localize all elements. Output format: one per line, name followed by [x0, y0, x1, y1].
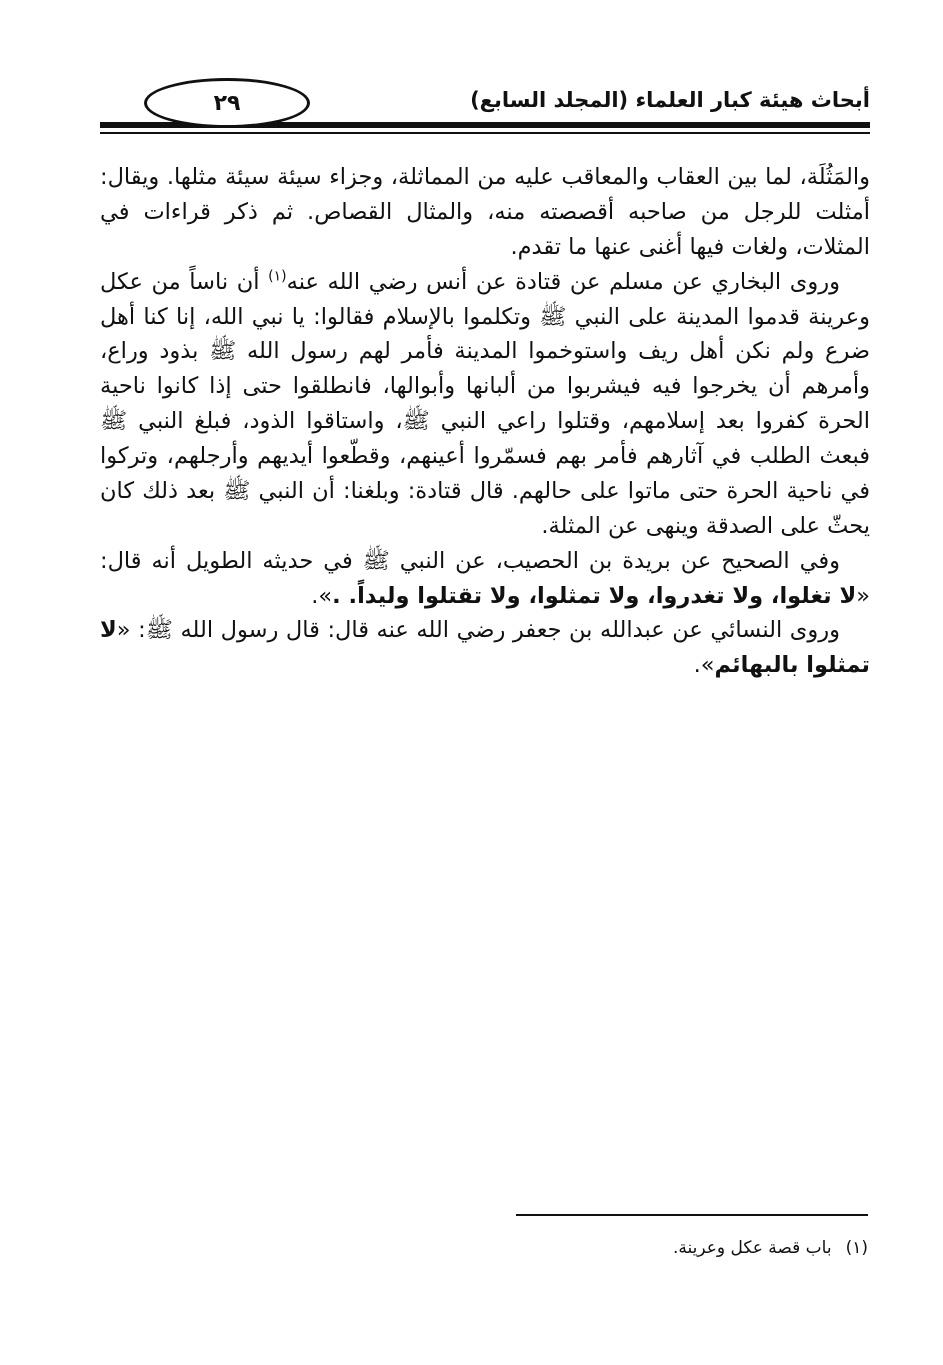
paragraph-text: أن ناساً من عكل وعرينة قدموا المدينة على النبي ﷺ وتكلموا بالإسلام فقالوا: يا نبي الله، إنا كنا أهل ضرع ولم نكن أهل ريف واستوخموا المدينة فأمر لهم رسول الله ﷺ بذود وراع، وأمرهم أن يخرجوا فيه فيشربوا من ألبانها وأبوالها، فانطلقوا حتى إذا كانوا ناحية الحرة كفروا بعد إسلامهم، وقتلوا راعي النبي ﷺ، واستاقوا الذود، فبلغ النبي ﷺ فبعث الطلب في آثارهم فأمر بهم فسمّروا أعينهم، وقطّعوا أيديهم وأرجلهم، وتركوا في ناحية الحرة حتى ماتوا على حالهم. قال قتادة: وبلغنا: أن النبي ﷺ بعد ذلك كان يحثّ على الصدقة وينهى عن المثلة. [100, 268, 870, 539]
paragraph-2 [100, 265, 870, 544]
paragraph-text: وروى النسائي عن عبدالله بن جعفر رضي الله عنه قال: قال رسول الله ﷺ: « [116, 617, 840, 644]
book-title: أبحاث هيئة كبار العلماء (المجلد السابع) [470, 88, 870, 112]
footnote-separator [516, 1214, 868, 1216]
paragraph-text: ». [311, 582, 333, 609]
hadith-quote: لا تغلوا، ولا تغدروا، ولا تمثلوا، ولا تقتلوا وليداً. . [332, 582, 857, 609]
paragraph-text: وفي الصحيح عن بريدة بن الحصيب، عن النبي ﷺ في حديثه الطويل أنه قال: « [100, 547, 870, 609]
paragraph-text: والمَثُلَة، لما بين العقاب والمعاقب عليه من المماثلة، وجزاء سيئة سيئة مثلها. ويقال: أمثلت للرجل من صاحبه أقصصته منه، والمثال القصاص. ثم ذكر قراءات في المثلات، ولغات فيها أغنى عنها ما تقدم. [100, 164, 870, 260]
main-text [100, 160, 870, 683]
paragraph-4 [100, 613, 870, 683]
hadith-quote: لا تمثلوا بالبهائم [100, 617, 870, 679]
page-header [100, 78, 870, 138]
page-number: ٢٩ [213, 90, 241, 116]
paragraph-text: وروى البخاري عن مسلم عن قتادة عن أنس رضي الله عنه [286, 268, 841, 295]
header-rule-thin [100, 132, 870, 134]
footnote-text: باب قصة عكل وعرينة. [672, 1238, 832, 1258]
paragraph-text: ». [693, 652, 715, 679]
paragraph-1 [100, 160, 870, 265]
footnote-1 [673, 1238, 868, 1258]
footnote-reference[interactable]: (١) [268, 268, 287, 285]
page-number-oval [144, 78, 310, 128]
paragraph-3 [100, 544, 870, 614]
footnote-marker: (١) [845, 1238, 868, 1258]
